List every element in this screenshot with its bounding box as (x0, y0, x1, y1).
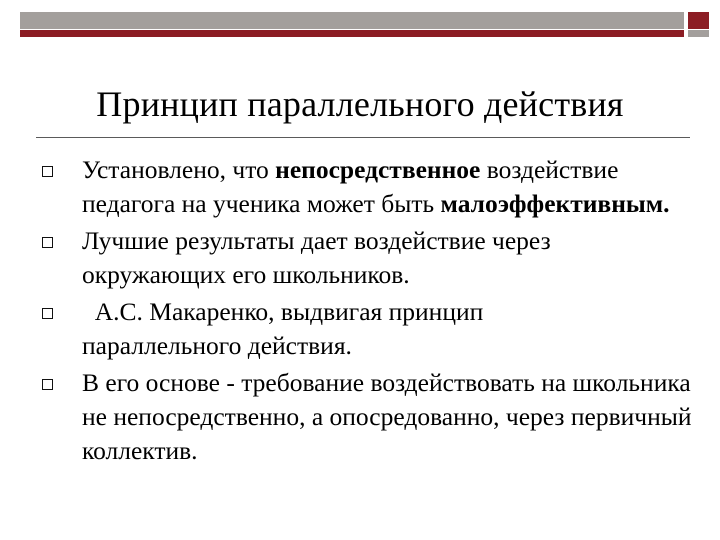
text-run: В его основе - требование воздействовать на школьника не непосредственно, а опосредованно, через первичный коллектив. (82, 368, 692, 465)
bullet-text (82, 153, 700, 221)
text-run: воздействие педагога на ученика может быть (82, 155, 619, 218)
square-bullet-icon (42, 308, 53, 319)
text-run-bold: непосредственное (275, 155, 481, 184)
bullet-item (40, 224, 700, 292)
square-bullet-icon (42, 379, 53, 390)
text-run: А.С. Макаренко, выдвигая принцип параллельного действия. (82, 297, 490, 360)
bullet-text (82, 224, 640, 292)
square-bullet-icon (42, 237, 53, 248)
bullet-item (40, 366, 700, 468)
bullet-text (82, 295, 540, 363)
title-divider (36, 137, 690, 138)
bullet-text (82, 366, 700, 468)
corner-square-gray (688, 30, 709, 37)
corner-square-red (688, 12, 709, 29)
text-run: Лучшие результаты дает воздействие через окружающих его школьников. (82, 226, 551, 289)
text-run-bold: малоэффективным. (440, 189, 670, 218)
slide-title: Принцип параллельного действия (96, 84, 624, 124)
header-bar-red (20, 30, 684, 37)
square-bullet-icon (42, 166, 53, 177)
bullet-item (40, 295, 700, 363)
header-bar-gray (20, 12, 684, 29)
text-run: Установлено, что (82, 155, 276, 184)
bullet-item (40, 153, 700, 221)
bullet-list (40, 153, 700, 471)
